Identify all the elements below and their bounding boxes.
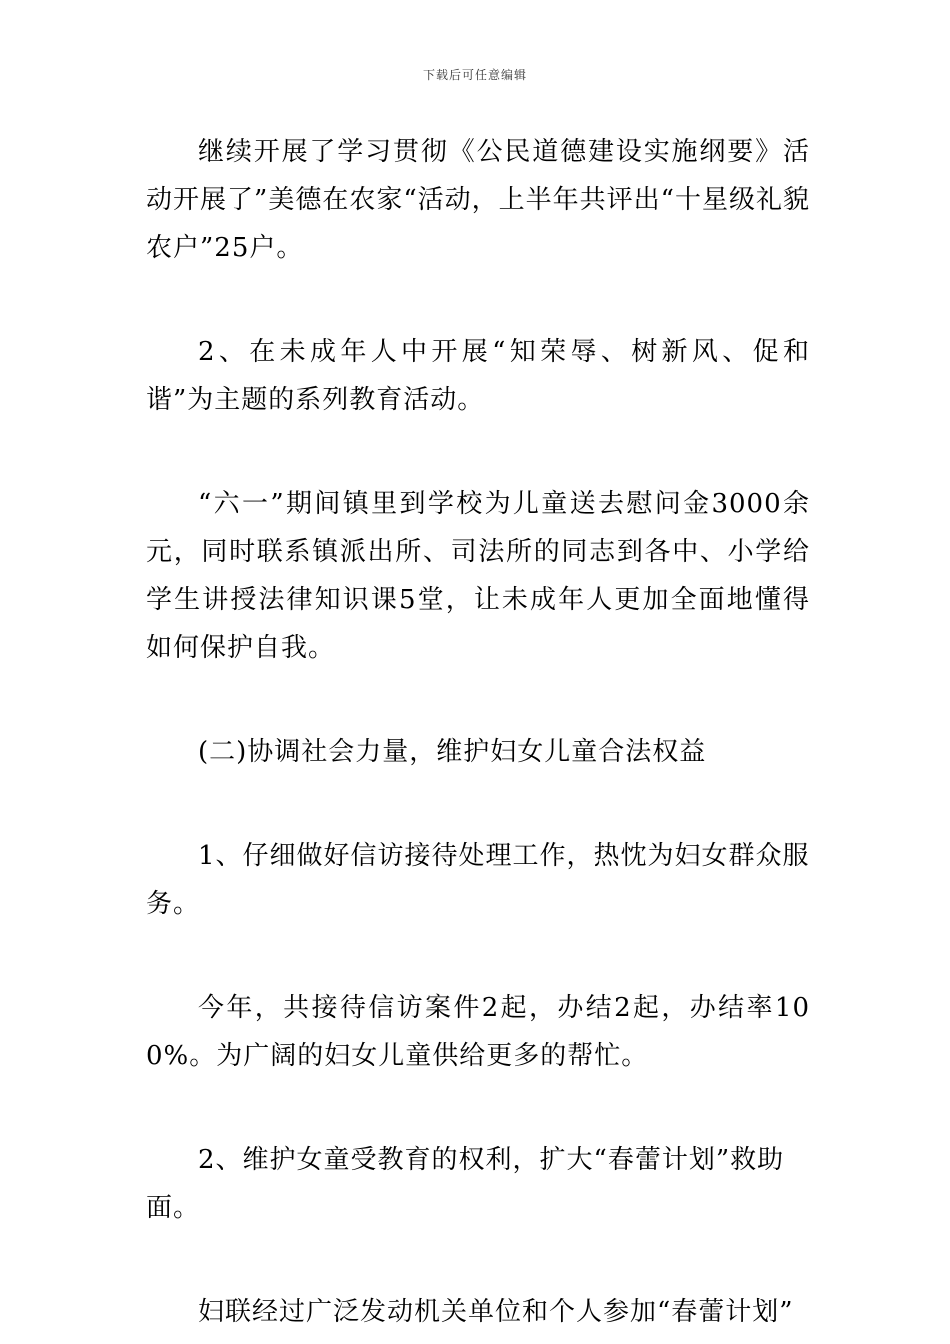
page-header-note: 下载后可任意编辑 <box>422 68 527 82</box>
paragraph-childrens-day: “六一”期间镇里到学校为儿童送去慰问金3000余元，同时联系镇派出所、司法所的同志到各中、小学给学生讲授法律知识课5堂，让未成年人更加全面地懂得如何保护自我。 <box>146 489 810 663</box>
paragraph-minors-education: 2、在未成年人中开展“知荣辱、树新风、促和谐”为主题的系列教育活动。 <box>146 337 810 415</box>
document-body <box>146 128 810 1336</box>
paragraph-spacer <box>146 1080 810 1136</box>
paragraph-petition-stats: 今年，共接待信访案件2起，办结2起，办结率100%。为广阔的妇女儿童供给更多的帮忙。 <box>146 993 810 1071</box>
paragraph-moral-construction: 继续开展了学习贯彻《公民道德建设实施纲要》活动开展了”美德在农家“活动，上半年共评出“十星级礼貌农户”25户。 <box>146 137 810 263</box>
paragraph-spacer <box>146 424 810 480</box>
paragraph-womens-federation: 妇联经过广泛发动机关单位和个人参加“春蕾计划” <box>198 1297 794 1327</box>
paragraph-spacer <box>146 672 810 728</box>
paragraph-spacer <box>146 1232 810 1288</box>
paragraph-petition-work: 1、仔细做好信访接待处理工作，热忱为妇女群众服务。 <box>146 841 810 919</box>
paragraph-spacer <box>146 776 810 832</box>
paragraph-spring-bud: 2、维护女童受教育的权利，扩大“春蕾计划”救助面。 <box>146 1145 785 1223</box>
paragraph-spacer <box>146 272 810 328</box>
section-heading-rights: (二)协调社会力量，维护妇女儿童合法权益 <box>198 737 707 767</box>
paragraph-spacer <box>146 928 810 984</box>
